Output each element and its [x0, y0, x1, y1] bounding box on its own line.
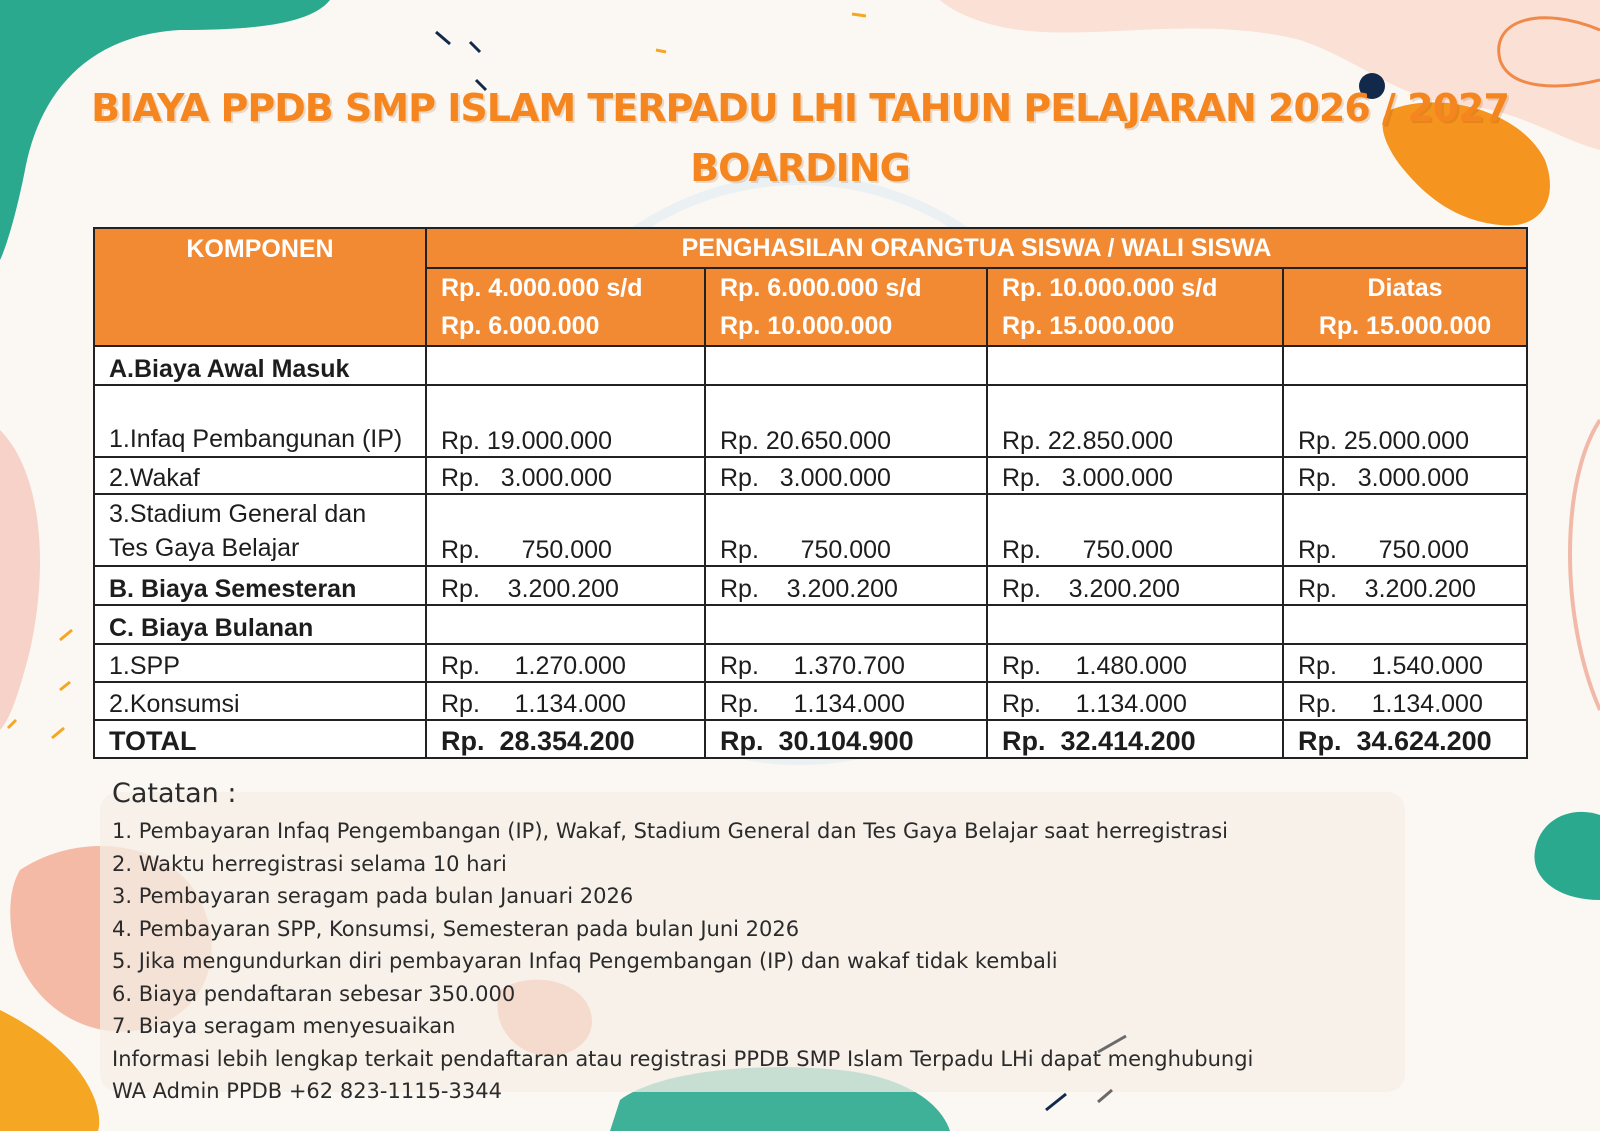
page-subtitle: BOARDING [690, 146, 910, 190]
row-value: Rp. 3.000.000 [1283, 457, 1527, 494]
note-item: 7. Biaya seragam menyesuaikan [112, 1014, 456, 1038]
row-value: Rp. 34.624.200 [1283, 720, 1527, 758]
table-row [94, 682, 1527, 720]
header-range-3: Rp. 10.000.000 s/d Rp. 15.000.000 [987, 268, 1283, 346]
row-value: Rp. 1.480.000 [987, 644, 1283, 682]
row-label: TOTAL [94, 720, 426, 758]
row-label: B. Biaya Semesteran [94, 566, 426, 605]
row-value: Rp. 750.000 [426, 494, 705, 566]
row-value: Rp. 1.370.700 [705, 644, 987, 682]
row-value [987, 605, 1283, 644]
row-value: Rp. 750.000 [1283, 494, 1527, 566]
teal-blob-right [1534, 812, 1600, 900]
notes-heading: Catatan : [112, 778, 237, 809]
row-value: Rp. 19.000.000 [426, 385, 705, 457]
row-value: Rp. 1.270.000 [426, 644, 705, 682]
row-value [705, 605, 987, 644]
row-value [426, 605, 705, 644]
table-row [94, 605, 1527, 644]
header-range-4: Diatas Rp. 15.000.000 [1283, 268, 1527, 346]
row-value: Rp. 1.134.000 [705, 682, 987, 720]
table-row [94, 494, 1527, 566]
row-value: Rp. 750.000 [987, 494, 1283, 566]
row-value: Rp. 25.000.000 [1283, 385, 1527, 457]
row-value: Rp. 1.134.000 [426, 682, 705, 720]
row-label: 1.SPP [94, 644, 426, 682]
note-item: 3. Pembayaran seragam pada bulan Januari 2026 [112, 884, 634, 908]
row-label: 2.Wakaf [94, 457, 426, 494]
note-item: 4. Pembayaran SPP, Konsumsi, Semesteran pada bulan Juni 2026 [112, 916, 800, 941]
row-value [987, 346, 1283, 385]
row-value: Rp. 30.104.900 [705, 720, 987, 758]
row-label: C. Biaya Bulanan [94, 605, 426, 644]
row-value: Rp. 3.200.200 [987, 566, 1283, 605]
row-value: Rp. 3.000.000 [705, 457, 987, 494]
row-value [705, 346, 987, 385]
header-range-2: Rp. 6.000.000 s/d Rp. 10.000.000 [705, 268, 987, 346]
note-item: 5. Jika mengundurkan diri pembayaran Infaq Pengembangan (IP) dan wakaf tidak kembali [112, 949, 1058, 973]
notes-section [112, 778, 1412, 1108]
row-value [426, 346, 705, 385]
row-value: Rp. 1.134.000 [987, 682, 1283, 720]
row-value: Rp. 3.200.200 [1283, 566, 1527, 605]
table-header-row [94, 228, 1527, 268]
table-row [94, 385, 1527, 457]
row-value: Rp. 1.134.000 [1283, 682, 1527, 720]
table-row [94, 566, 1527, 605]
row-value: Rp. 22.850.000 [987, 385, 1283, 457]
note-info: Informasi lebih lengkap terkait pendaftaran atau registrasi PPDB SMP Islam Terpadu LHi dapat menghubungi [112, 1046, 1254, 1071]
row-label: A.Biaya Awal Masuk [94, 346, 426, 385]
row-value: Rp. 28.354.200 [426, 720, 705, 758]
row-value: Rp. 1.540.000 [1283, 644, 1527, 682]
table-row [94, 346, 1527, 385]
table-row [94, 644, 1527, 682]
header-range-1: Rp. 4.000.000 s/d Rp. 6.000.000 [426, 268, 705, 346]
note-item: 6. Biaya pendaftaran sebesar 350.000 [112, 981, 516, 1006]
orange-blob-bottom-left [0, 1010, 99, 1131]
pink-blob-left [0, 430, 40, 730]
table-row [94, 457, 1527, 494]
note-contact: WA Admin PPDB +62 823-1115-3344 [112, 1079, 502, 1103]
note-item: 2. Waktu herregistrasi selama 10 hari [112, 851, 507, 876]
row-value: Rp. 32.414.200 [987, 720, 1283, 758]
row-label: 2.Konsumsi [94, 682, 426, 720]
fee-table [93, 227, 1528, 759]
table-row-total [94, 720, 1527, 758]
row-value: Rp. 750.000 [705, 494, 987, 566]
row-label: 3.Stadium General dan Tes Gaya Belajar [94, 494, 426, 566]
row-label: 1.Infaq Pembangunan (IP) [94, 385, 426, 457]
teal-blob-top-left [0, 0, 330, 260]
pink-outline-right [1570, 420, 1600, 710]
row-value: Rp. 3.200.200 [426, 566, 705, 605]
header-income-group: PENGHASILAN ORANGTUA SISWA / WALI SISWA [426, 228, 1527, 268]
row-value: Rp. 3.000.000 [987, 457, 1283, 494]
row-value [1283, 346, 1527, 385]
row-value: Rp. 3.000.000 [426, 457, 705, 494]
header-komponen: KOMPONEN [94, 228, 426, 346]
row-value: Rp. 20.650.000 [705, 385, 987, 457]
row-value [1283, 605, 1527, 644]
row-value: Rp. 3.200.200 [705, 566, 987, 605]
page-title: BIAYA PPDB SMP ISLAM TERPADU LHI TAHUN PELAJARAN 2026 / 2027 [91, 86, 1509, 130]
note-item: 1. Pembayaran Infaq Pengembangan (IP), Wakaf, Stadium General dan Tes Gaya Belajar saat herregistrasi [112, 819, 1228, 843]
